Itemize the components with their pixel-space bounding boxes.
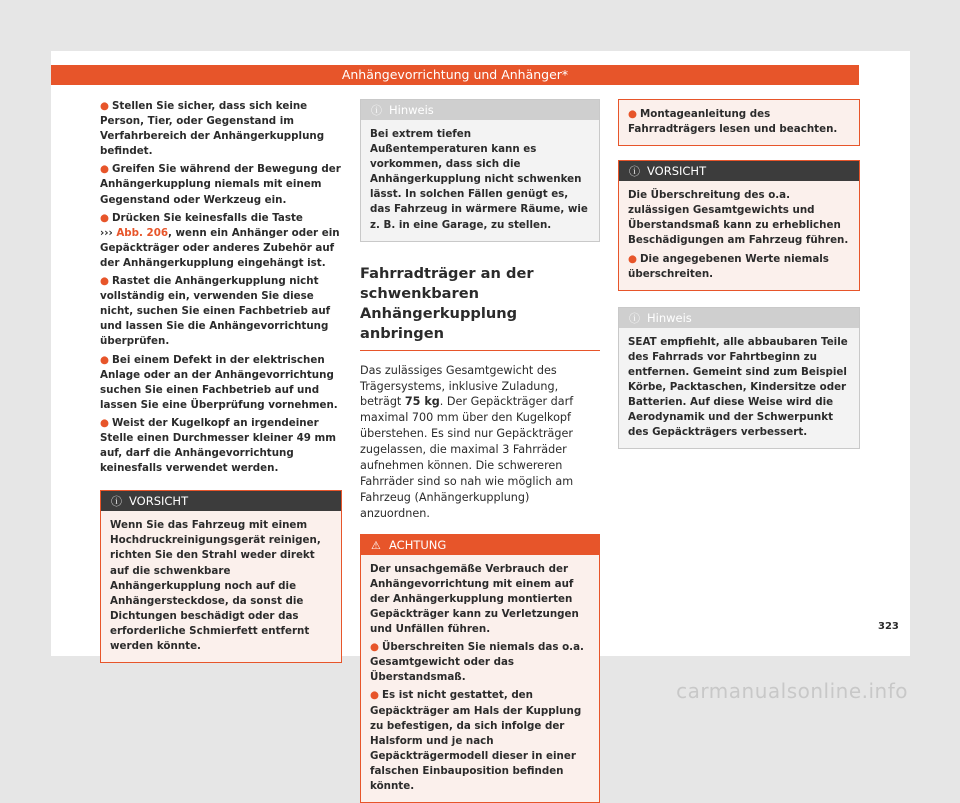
column-left [100, 99, 342, 663]
warning-box-header: ⚠ ACHTUNG [361, 535, 599, 555]
bullet-icon: ● [628, 252, 637, 265]
warning-box-body: Der unsachgemäße Verbrauch der Anhängevorrichtung mit einem auf der Anhängerkupplung montierten Gepäckträger kann zu Verletzungen und Unfällen führen. ● Überschreiten Sie niemals das o.a. Gesamtgewicht oder das Überstandsmaß. ● Es ist nicht gestattet, den Gepäckträger am Hals der Kupplung zu befestigen, da sich infolge der Halsform und je nach Gepäckträgermodell dieser in einer falschen Einbauposition befinden könnte. [361, 555, 599, 802]
caution-box [618, 160, 860, 291]
section-title: Fahrradträger an der schwenkbaren Anhängerkupplung anbringen [360, 264, 600, 351]
watermark: carmanualsonline.info [676, 679, 908, 703]
list-item: ● Überschreiten Sie niemals das o.a. Gesamtgewicht oder das Überstandsmaß. [370, 641, 584, 684]
list-item: ● Greifen Sie während der Bewegung der Anhängerkupplung niemals mit einem Gegenstand oder Werkzeug ein. [100, 163, 341, 206]
note-box-body: SEAT empfiehlt, alle abbaubaren Teile des Fahrrads vor Fahrtbeginn zu entfernen. Gemeint sind zum Beispiel Körbe, Packtaschen, Kindersitze oder Batterien. Auf diese Weise wird die Aerodynamik und der Schwerpunkt des Gepäckträgers verbessert. [628, 335, 848, 439]
info-icon: ⓘ [629, 311, 640, 325]
warning-box-continued [618, 99, 860, 146]
bullet-icon: ● [100, 353, 109, 366]
caution-box-header: ⓘ VORSICHT [101, 491, 341, 511]
bullet-icon: ● [628, 108, 637, 120]
caution-circle-icon: ⓘ [111, 495, 122, 509]
bullet-icon: ● [370, 641, 379, 654]
list-item: ● Montageanleitung des Fahrradträgers lesen und beachten. [628, 108, 838, 136]
list-item: ● Rastet die Anhängerkupplung nicht vollständig ein, verwenden Sie diese nicht, suchen Sie einen Fachbetrieb auf und lassen Sie die Anhängevorrichtung überprüfen. [100, 275, 331, 348]
bullet-icon: ● [100, 163, 109, 176]
list-item: ● Die angegebenen Werte niemals überschreiten. [628, 252, 829, 280]
list-item: ● Bei einem Defekt in der elektrischen Anlage oder an der Anhängevorrichtung suchen Sie einen Fachbetrieb auf und lassen Sie eine Überprüfung vornehmen. [100, 353, 338, 411]
note-box [360, 99, 600, 242]
bullet-icon: ● [100, 211, 109, 224]
note-box [618, 307, 860, 450]
note-box-header: ⓘ Hinweis [361, 100, 599, 120]
chapter-header: Anhängevorrichtung und Anhänger* [51, 65, 859, 85]
caution-box-body: Wenn Sie das Fahrzeug mit einem Hochdruckreinigungsgerät reinigen, richten Sie den Strahl weder direkt auf die schwenkbare Anhängerkupplung noch auf die Anhängersteckdose, da sonst die Dichtungen beschädigt oder das erforderliche Schmierfett entfernt werden könnte. [110, 519, 321, 652]
list-item: ● Stellen Sie sicher, dass sich keine Person, Tier, oder Gegenstand im Verfahrbereich der Anhängerkupplung befindet. [100, 100, 325, 158]
bullet-icon: ● [370, 689, 379, 702]
body-paragraph: Das zulässiges Gesamtgewicht des Trägersystems, inklusive Zuladung, beträgt 75 kg. Der Gepäckträger darf maximal 700 mm über den Kugelkopf überstehen. Es sind nur Gepäckträger zugelassen, die maximal 3 Fahrräder aufnehmen können. Die schwereren Fahrräder sind so nah wie möglich am Fahrzeug (Anhängerkupplung) anzuordnen. [360, 363, 574, 520]
safety-bullet-list [100, 99, 342, 476]
list-item: ● Es ist nicht gestattet, den Gepäckträger am Hals der Kupplung zu befestigen, da sich infolge der Halsform und je nach Gepäckträgermodell dieser in einer falschen Einbauposition befinden könnte. [370, 689, 582, 793]
page-number: 323 [878, 621, 899, 632]
list-item: ● Weist der Kugelkopf an irgendeiner Stelle einen Durchmesser kleiner 49 mm auf, darf die Anhängevorrichtung keinesfalls verwendet werden. [100, 416, 336, 475]
caution-box-body: Die Überschreitung des o.a. zulässigen Gesamtgewichts und Überstandsmaß kann zu erheblichen Beschädigungen am Fahrzeug führen. ● Die angegebenen Werte niemals überschreiten. [619, 181, 859, 290]
bullet-icon: ● [100, 416, 109, 429]
column-right [618, 99, 860, 449]
bullet-icon: ● [100, 275, 109, 288]
warning-box [360, 534, 600, 803]
caution-box [100, 490, 342, 663]
list-item: ● Drücken Sie keinesfalls die Taste ››› Abb. 206, wenn ein Anhänger oder ein Gepäckträger oder anderes Zubehör auf der Anhängerkupplung eingehängt ist. [100, 211, 340, 269]
caution-box-header: ⓘ VORSICHT [619, 161, 859, 181]
warning-box-continued-body [619, 100, 859, 145]
figure-reference-link[interactable]: Abb. 206 [116, 226, 169, 239]
note-box-header: ⓘ Hinweis [619, 308, 859, 328]
warning-triangle-icon: ⚠ [371, 538, 381, 552]
bullet-icon: ● [100, 100, 109, 112]
note-box-body: Bei extrem tiefen Außentemperaturen kann es vorkommen, dass sich die Anhängerkupplung nicht schwenken lässt. In solchen Fällen genügt es, das Fahrzeug in wärmere Räume, wie z. B. in eine Garage, zu stellen. [370, 128, 588, 231]
info-icon: ⓘ [371, 104, 382, 117]
caution-circle-icon: ⓘ [629, 165, 640, 179]
arrows-icon: ››› [100, 226, 113, 239]
